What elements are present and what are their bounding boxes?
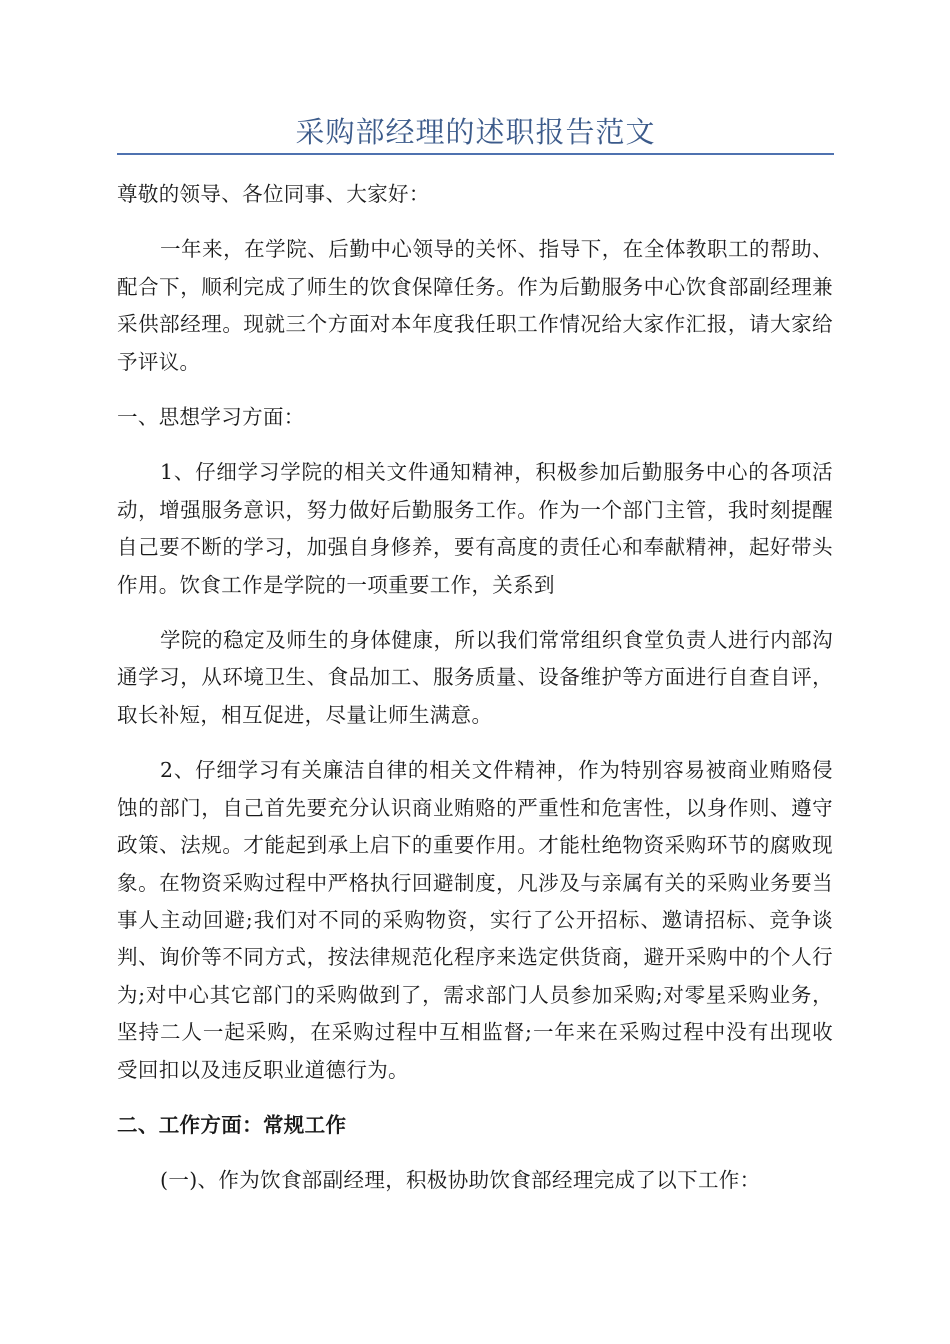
intro-paragraph: 一年来，在学院、后勤中心领导的关怀、指导下，在全体教职工的帮助、配合下，顺利完成了师生的饮食保障任务。作为后勤服务中心饮食部副经理兼采供部经理。现就三个方面对本年度我任职工作情况给大家作汇报，请大家给予评议。 bbox=[117, 237, 833, 374]
paragraph-study-2: 2、仔细学习有关廉洁自律的相关文件精神，作为特别容易被商业贿赂侵蚀的部门，自己首先要充分认识商业贿赂的严重性和危害性，以身作则、遵守政策、法规。才能起到承上启下的重要作用。才能杜绝物资采购环节的腐败现象。在物资采购过程中严格执行回避制度，凡涉及与亲属有关的采购业务要当事人主动回避;我们对不同的采购物资，实行了公开招标、邀请招标、竞争谈判、询价等不同方式，按法律规范化程序来选定供货商，避开采购中的个人行为;对中心其它部门的采购做到了，需求部门人员参加采购;对零星采购业务，坚持二人一起采购，在采购过程中互相监督;一年来在采购过程中没有出现收受回扣以及违反职业道德行为。 bbox=[117, 758, 833, 1082]
section-heading-1: 一、思想学习方面： bbox=[117, 405, 305, 430]
document-body bbox=[117, 176, 833, 1218]
subsection-heading-1: (一)、作为饮食部副经理，积极协助饮食部经理完成了以下工作： bbox=[160, 1168, 761, 1193]
salutation: 尊敬的领导、各位同事、大家好： bbox=[117, 182, 430, 206]
paragraph-study-1-continued: 学院的稳定及师生的身体健康，所以我们常常组织食堂负责人进行内部沟通学习，从环境卫生、食品加工、服务质量、设备维护等方面进行自查自评，取长补短，相互促进，尽量让师生满意。 bbox=[117, 628, 833, 727]
document-title: 采购部经理的述职报告范文 bbox=[295, 115, 656, 149]
paragraph-study-1: 1、仔细学习学院的相关文件通知精神，积极参加后勤服务中心的各项活动，增强服务意识，努力做好后勤服务工作。作为一个部门主管，我时刻提醒自己要不断的学习，加强自身修养，要有高度的责任心和奉献精神，起好带头作用。饮食工作是学院的一项重要工作，关系到 bbox=[117, 460, 833, 597]
title-underline bbox=[117, 153, 834, 155]
section-heading-2: 二、工作方面：常规工作 bbox=[117, 1112, 347, 1137]
